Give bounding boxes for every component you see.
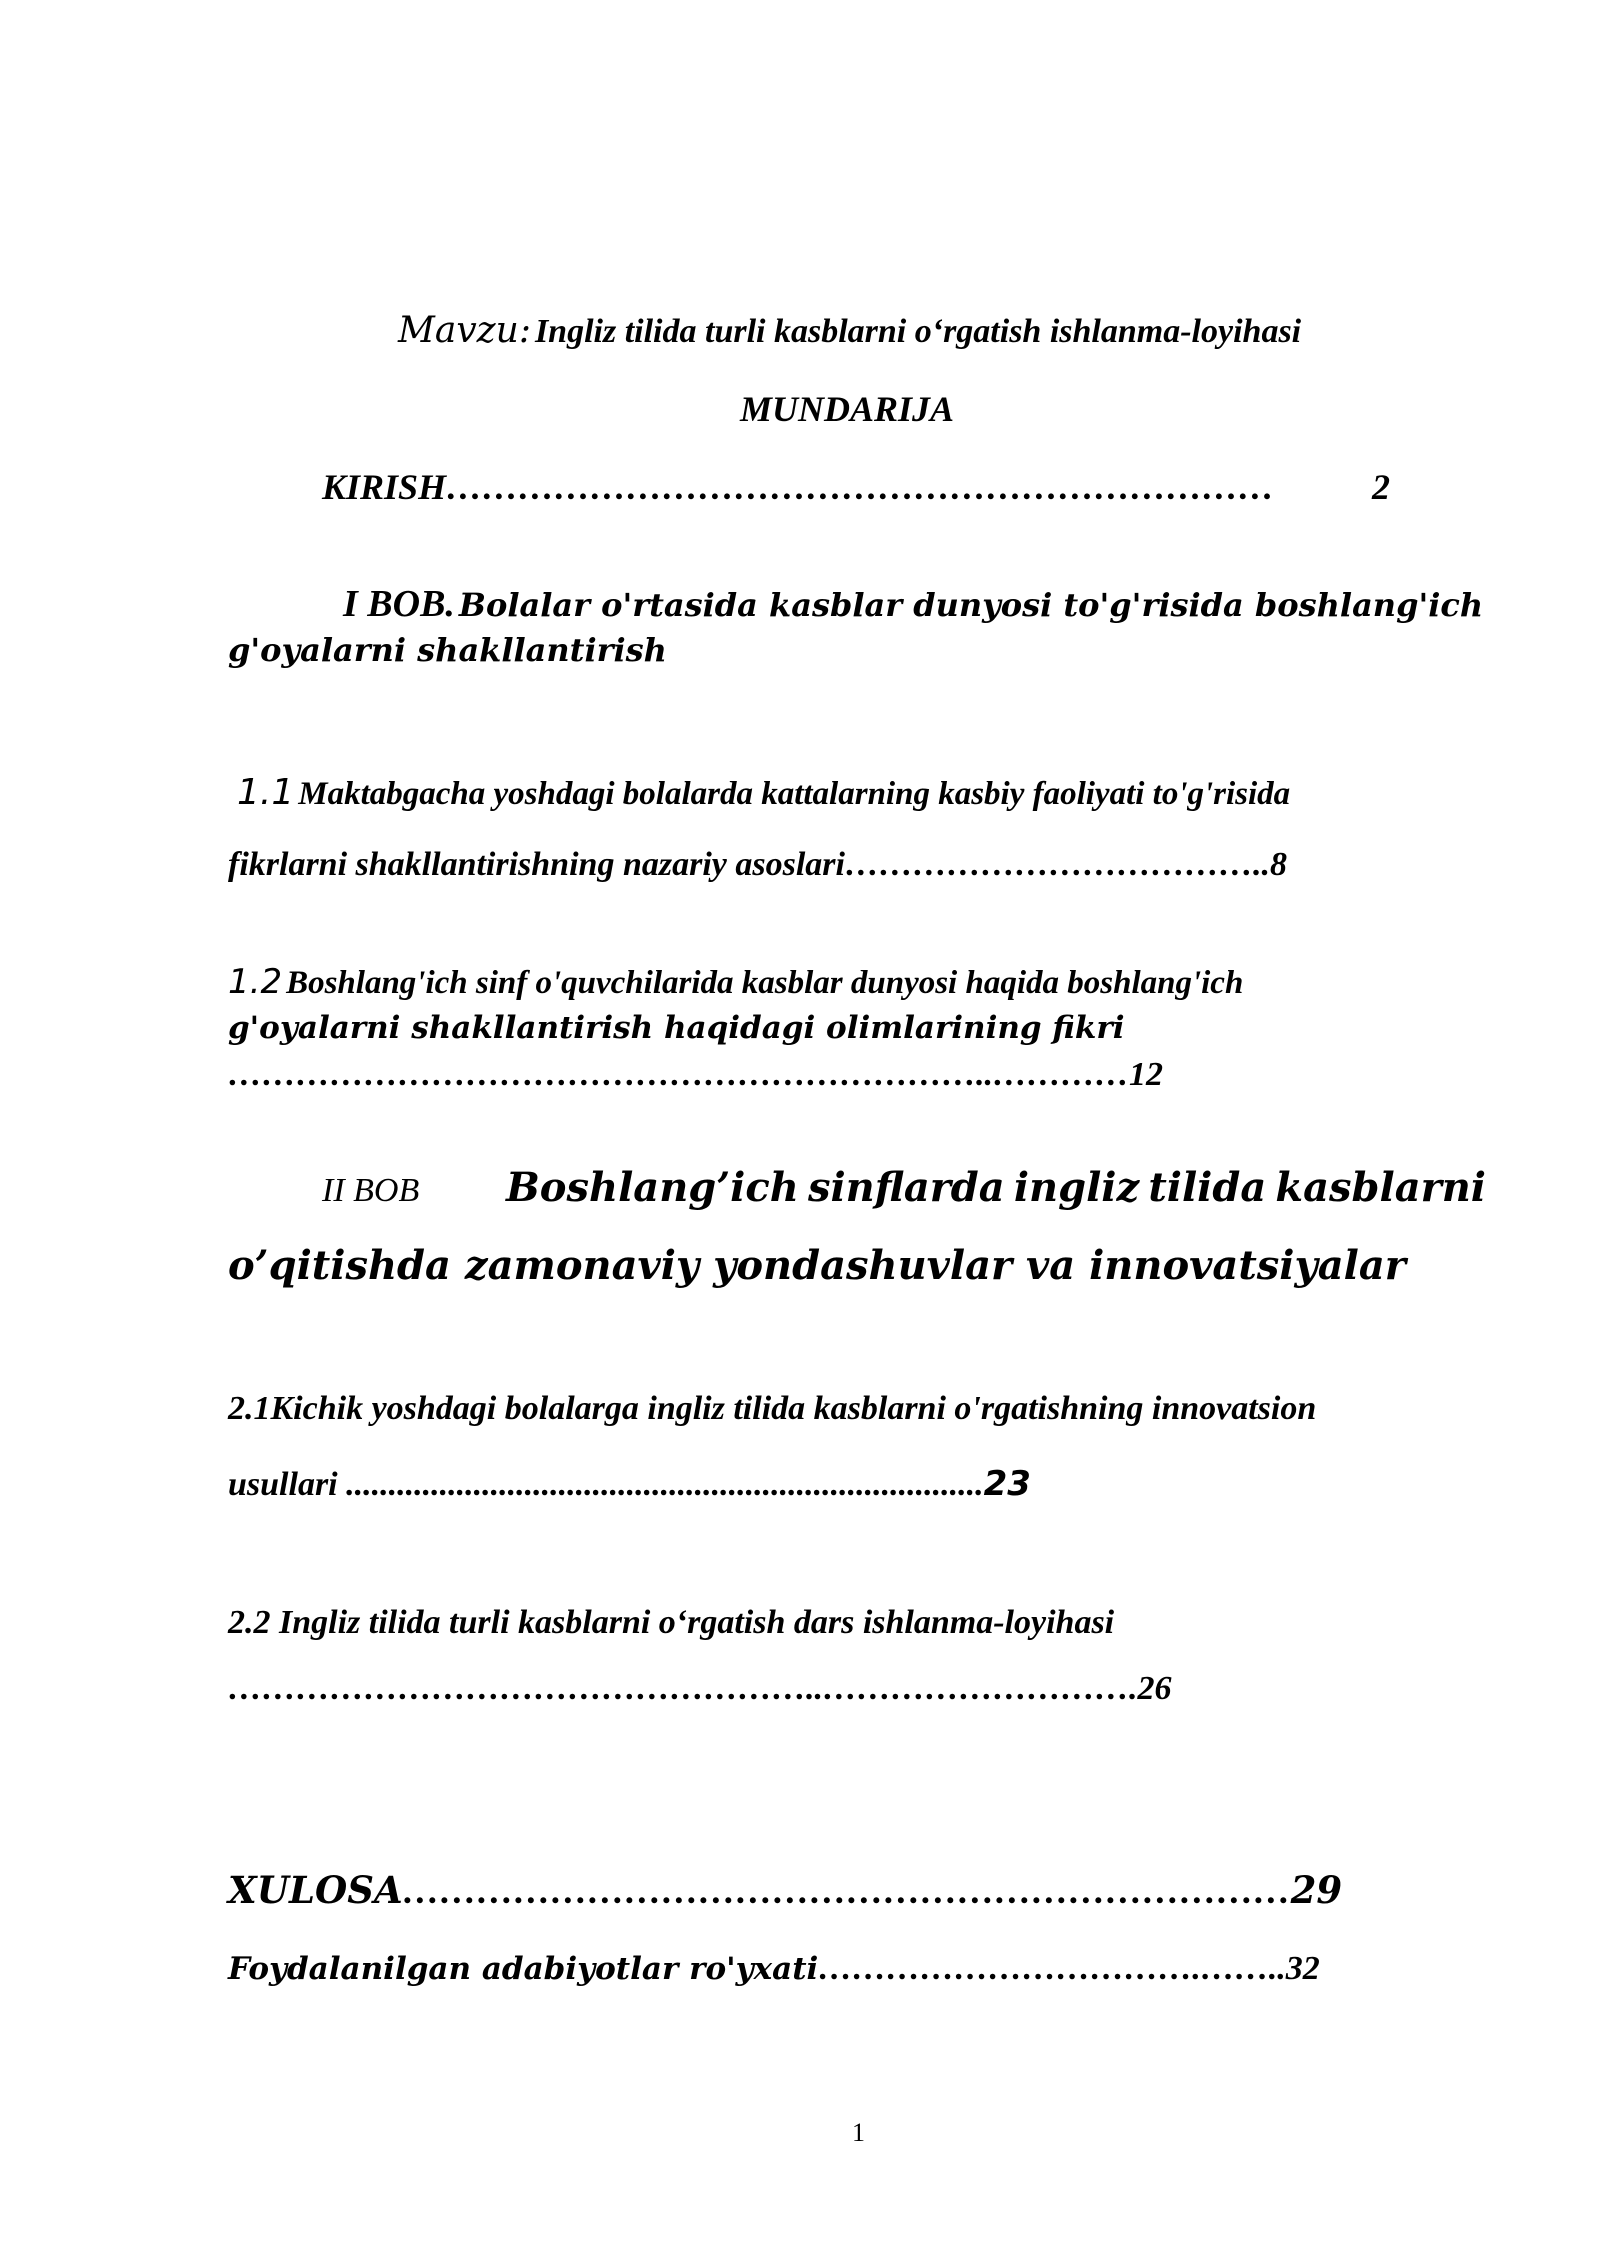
toc-entry-2-1-line2 bbox=[228, 1464, 1031, 1504]
section2-2-page: 26 bbox=[1137, 1670, 1172, 1707]
chapter2-title-line1 bbox=[506, 1164, 1486, 1211]
toc-entry-1-1-line2 bbox=[228, 846, 1287, 884]
chapter2-word: Boshlang’ich bbox=[506, 1164, 799, 1211]
section1-2-line1: Boshlang'ich sinf o'quvchilarida kasblar dunyosi haqida boshlang'ich bbox=[286, 965, 1244, 1001]
references-dots: …………………………….…….. bbox=[818, 1950, 1286, 1987]
intro-dots: …………………………………………………………… bbox=[446, 467, 1275, 507]
toc-title: MUNDARIJA bbox=[740, 389, 955, 429]
section2-1-line2: usullari bbox=[228, 1466, 338, 1503]
section1-2-page: 12 bbox=[1129, 1056, 1163, 1093]
section2-2-dots: ……………………………………………..………………………. bbox=[228, 1670, 1138, 1707]
chapter2-word: tilida bbox=[1148, 1164, 1267, 1211]
toc-entry-2-2-dots bbox=[228, 1670, 1172, 1708]
section2-1-dots: ........................................................................... bbox=[346, 1466, 984, 1503]
section1-1-line1: Maktabgacha yoshdagi bolalarda kattalarning kasbiy faoliyati to'g'risida bbox=[298, 776, 1291, 812]
conclusion-dots: ……………………………………………………………… bbox=[402, 1871, 1291, 1912]
chapter2-word: sinflarda bbox=[807, 1164, 1005, 1211]
toc-entry-references bbox=[228, 1950, 1320, 1988]
toc-entry-conclusion bbox=[228, 1868, 1342, 1913]
chapter2-label: II BOB bbox=[322, 1172, 420, 1209]
toc-entry-1-2 bbox=[228, 962, 1243, 1002]
section1-1-page: 8 bbox=[1269, 846, 1287, 883]
references-label: Foydalanilgan adabiyotlar ro'yxati bbox=[228, 1951, 819, 1987]
topic-label: Mavzu: bbox=[398, 310, 531, 351]
section1-2-dots: …………………………………………………………..………… bbox=[228, 1056, 1129, 1093]
section1-1-dots: ……………………………….. bbox=[844, 846, 1270, 883]
chapter1-title-line2: g'oyalarni shakllantirish bbox=[228, 631, 667, 669]
section2-1-line1: 2.1Kichik yoshdagi bolalarga ingliz tilida kasblarni o'rgatishning innovatsion bbox=[228, 1390, 1317, 1427]
page-number: 1 bbox=[852, 2118, 865, 2147]
section1-2-number: 1.2 bbox=[228, 962, 283, 1002]
chapter2-word: kasblarni bbox=[1275, 1164, 1486, 1211]
section1-1-line2: fikrlarni shakllantirishning nazariy asoslari bbox=[228, 846, 845, 883]
section2-2-line1: 2.2 Ingliz tilida turli kasblarni o‘rgatish dars ishlanma-loyihasi bbox=[228, 1604, 1115, 1641]
chapter1-title-line1: Bolalar o'rtasida kasblar dunyosi to'g'risida boshlang'ich bbox=[458, 586, 1484, 624]
chapter2-word: ingliz bbox=[1013, 1164, 1140, 1211]
intro-page: 2 bbox=[1372, 467, 1390, 507]
conclusion-page: 29 bbox=[1290, 1868, 1343, 1912]
intro-label: KIRISH bbox=[322, 467, 447, 507]
conclusion-label: XULOSA bbox=[228, 1868, 403, 1912]
toc-entry-1-1 bbox=[237, 772, 1290, 813]
chapter1-label: I BOB. bbox=[343, 583, 455, 625]
references-page: 32 bbox=[1285, 1950, 1320, 1987]
section1-1-number: 1.1 bbox=[237, 772, 295, 813]
topic-line bbox=[398, 310, 1301, 351]
chapter2-title-line2: o’qitishda zamonaviy yondashuvlar va innovatsiyalar bbox=[228, 1242, 1406, 1289]
section2-1-page: 23 bbox=[983, 1464, 1031, 1504]
section1-2-line2: g'oyalarni shakllantirish haqidagi olimlarining fikri bbox=[228, 1010, 1125, 1046]
topic-text: Ingliz tilida turli kasblarni o‘rgatish ishlanma-loyihasi bbox=[534, 313, 1302, 350]
chapter1-heading bbox=[343, 582, 1483, 626]
toc-entry-1-2-dots bbox=[228, 1056, 1163, 1094]
toc-entry-intro bbox=[322, 466, 1274, 508]
